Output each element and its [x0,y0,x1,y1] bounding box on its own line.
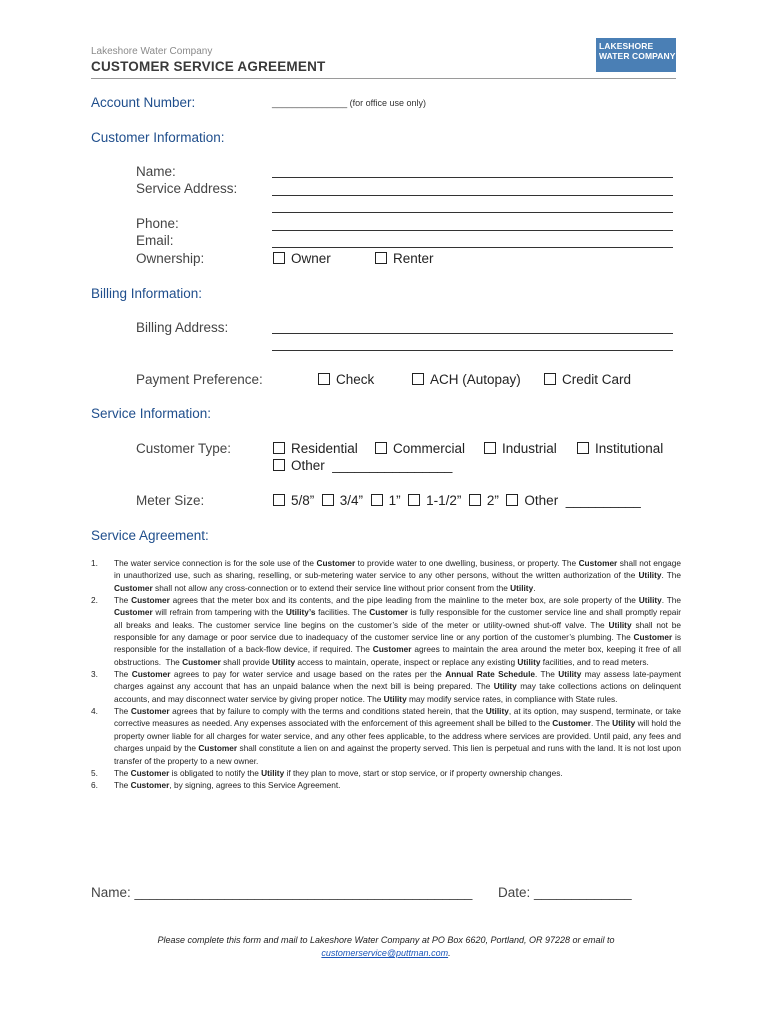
agreement-item-number: 2. [91,595,98,606]
renter-checkbox[interactable] [375,252,387,264]
meter-other-field[interactable]: __________ [565,493,641,508]
credit-card-checkbox[interactable] [544,373,556,385]
meter-1-checkbox[interactable] [371,494,383,506]
email-label: Email: [136,233,174,248]
check-label: Check [336,372,375,387]
meter-option-3-4[interactable] [322,493,363,508]
payment-credit-card-option[interactable] [544,372,631,387]
customer-information-heading: Customer Information: [91,130,225,145]
type-commercial-option[interactable] [375,441,465,456]
signature-name-label: Name: [91,885,131,900]
agreement-item-number: 6. [91,780,98,791]
billing-address-field[interactable] [272,333,673,334]
meter-option-2[interactable] [469,493,499,508]
institutional-checkbox[interactable] [577,442,589,454]
owner-label: Owner [291,251,331,266]
company-name: Lakeshore Water Company [91,46,213,57]
signature-name-row [91,885,472,900]
residential-label: Residential [291,441,358,456]
meter-2-label: 2” [486,493,499,508]
payment-check-option[interactable] [318,372,374,387]
agreement-item-number: 1. [91,558,98,568]
type-other-option[interactable] [273,458,452,473]
agreement-item-number: 5. [91,767,98,778]
type-institutional-option[interactable] [577,441,663,456]
document-title: CUSTOMER SERVICE AGREEMENT [91,59,326,74]
payment-ach-option[interactable] [412,372,521,387]
check-checkbox[interactable] [318,373,330,385]
agreement-item-number: 4. [91,706,98,717]
industrial-label: Industrial [502,441,557,456]
residential-checkbox[interactable] [273,442,285,454]
account-number-label: Account Number: [91,95,196,110]
meter-option-5-8[interactable] [273,493,314,508]
account-number-field[interactable] [272,98,426,108]
renter-label: Renter [393,251,434,266]
agreement-item-text: The Customer is obligated to notify the Utility if they plan to move, start or stop service, or if property ownership changes. [114,767,563,778]
agreement-item-text: The Customer, by signing, agrees to this Service Agreement. [114,780,341,791]
footer-email-link[interactable]: customerservice@puttman.com [321,948,449,958]
type-other-field[interactable]: ________________ [332,458,453,473]
ownership-renter-option[interactable] [375,251,434,266]
meter-other-checkbox[interactable] [506,494,518,506]
agreement-item-text: The Customer agrees that the meter box and its contents, and the pipe leading from the mainline to the meter box, are sole property of the Utility. The Customer will refrain from tampering with the Utility’s facilities. The Customer is fully responsible for the customer service line and shall promptly repair all breaks and leaks. The customer service line begins on the customer’s side of the meter or utility-owned shut-off valve. The Utility shall not be responsible for any damage or poor service due to inadequacy of the customer service line or any portion of the customer’s plumbing. The Customer is responsible for the installation of a back-flow device, if required. The Customer agrees to maintain the area around the meter box, keeping it free of all obstructions. The Customer shall provide Utility access to maintain, operate, inspect or replace any existing Utility facilities, and to read meters. [114,595,681,667]
customer-type-label: Customer Type: [136,441,232,456]
commercial-label: Commercial [393,441,466,456]
account-number-blank: _______________ [272,98,348,108]
billing-information-heading: Billing Information: [91,286,203,301]
meter-option-1-1-2[interactable] [408,493,461,508]
phone-label: Phone: [136,216,179,231]
company-logo [596,38,676,72]
type-industrial-option[interactable] [484,441,557,456]
email-field[interactable] [272,247,673,248]
meter-option-other[interactable] [506,493,640,508]
meter-1-label: 1” [388,493,401,508]
signature-date-field[interactable]: _____________ [534,885,632,900]
agreement-item [91,779,681,791]
billing-address-label: Billing Address: [136,320,229,335]
logo-line-2: WATER COMPANY [599,51,676,61]
meter-1-1-2-checkbox[interactable] [408,494,420,506]
ownership-label: Ownership: [136,251,205,266]
agreement-terms-list [91,557,681,792]
meter-5-8-checkbox[interactable] [273,494,285,506]
agreement-item [91,594,681,668]
type-other-label: Other [291,458,325,473]
institutional-label: Institutional [595,441,664,456]
meter-3-4-label: 3/4” [339,493,364,508]
billing-address-field-2[interactable] [272,350,673,351]
signature-date-row [498,885,632,900]
meter-2-checkbox[interactable] [469,494,481,506]
agreement-item-text: The water service connection is for the sole use of the Customer to provide water to one dwelling, business, or property. The Customer shall not engage in unauthorized use, such as sharing, reselling, or sub-metering water service to any other persons, without the written authorization of the Utility. The Customer shall not allow any cross-connection or to extend their service line without prior consent from the Utility. [114,558,681,593]
agreement-item [91,557,681,594]
footer-period: . [448,948,451,958]
agreement-item [91,767,681,779]
meter-3-4-checkbox[interactable] [322,494,334,506]
meter-other-label: Other [524,493,559,508]
service-address-field[interactable] [272,195,673,196]
agreement-item-text: The Customer agrees that by failure to comply with the terms and conditions stated herein, that the Utility, at its option, may suspend, terminate, or take corrective measures as needed. Any expenses associated with the enforcement of this agreement shall be billed to the Customer. The Utility will hold the property owner liable for all charges for water service, and any other fees applicable, to the address where services are provided. Until paid, any fees and charges unpaid by the Customer shall constitute a lien on and against the property served. This lien is perpetual and runs with the land. It is not lost upon transfer of the property to a new owner. [114,706,681,766]
payment-preference-label: Payment Preference: [136,372,263,387]
logo-line-1: LAKESHORE [599,41,654,51]
ach-checkbox[interactable] [412,373,424,385]
commercial-checkbox[interactable] [375,442,387,454]
meter-size-label: Meter Size: [136,493,205,508]
type-residential-option[interactable] [273,441,358,456]
agreement-item-number: 3. [91,669,98,680]
service-address-label: Service Address: [136,181,238,196]
ach-label: ACH (Autopay) [430,372,521,387]
owner-checkbox[interactable] [273,252,285,264]
signature-date-label: Date: [498,885,531,900]
footer-instructions [91,934,681,960]
signature-name-field[interactable]: _____________________________________________ [134,885,473,900]
meter-1-1-2-label: 1-1/2” [426,493,462,508]
phone-field[interactable] [272,230,673,231]
meter-5-8-label: 5/8” [291,493,315,508]
agreement-item [91,705,681,767]
service-address-field-2[interactable] [272,212,673,213]
meter-size-options [273,493,641,508]
name-label: Name: [136,164,176,179]
meter-option-1[interactable] [371,493,401,508]
agreement-item [91,668,681,705]
office-use-note: (for office use only) [349,98,426,108]
industrial-checkbox[interactable] [484,442,496,454]
ownership-owner-option[interactable] [273,251,331,266]
name-field[interactable] [272,177,673,178]
service-information-heading: Service Information: [91,406,212,421]
credit-card-label: Credit Card [562,372,632,387]
type-other-checkbox[interactable] [273,459,285,471]
service-agreement-heading: Service Agreement: [91,528,209,543]
footer-text: Please complete this form and mail to Lakeshore Water Company at PO Box 6620, Portland, OR 97228 or email to [157,935,615,945]
agreement-item-text: The Customer agrees to pay for water service and usage based on the rates per the Annual Rate Schedule. The Utility may assess late-payment charges against any account that has an unpaid balance when the next bill is being prepared. The Utility may take collections actions on delinquent accounts, and may disconnect water service by giving proper notice. The Utility may modify service rates, in compliance with State rules. [114,669,681,704]
header-divider [91,78,676,79]
